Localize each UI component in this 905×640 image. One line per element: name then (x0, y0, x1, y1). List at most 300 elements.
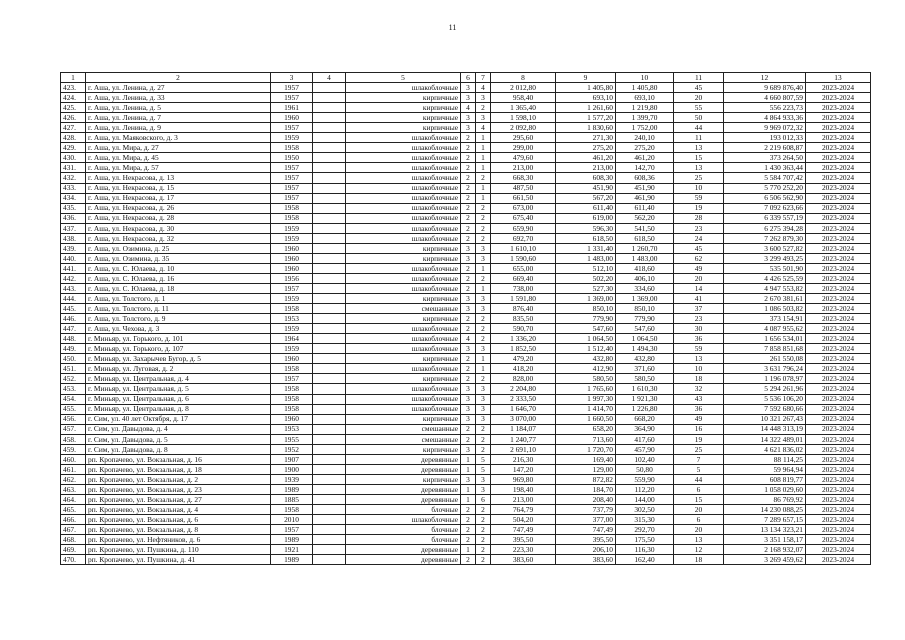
table-row (61, 364, 871, 374)
table-cell: 747,49 (556, 525, 616, 535)
table-cell: кирпичные (346, 93, 461, 103)
table-cell: 432,80 (616, 354, 674, 364)
table-cell: 2023-2024 (806, 334, 871, 344)
table-cell: 2023-2024 (806, 294, 871, 304)
table-cell: 2023-2024 (806, 93, 871, 103)
table-cell: 1960 (271, 243, 313, 253)
table-cell: 12 (674, 545, 724, 555)
table-cell: 461,20 (616, 153, 674, 163)
table-cell: 7 262 879,30 (724, 233, 806, 243)
table-cell: 19 (674, 203, 724, 213)
table-cell: 1 720,70 (556, 444, 616, 454)
table-row (61, 334, 871, 344)
table-cell: 1957 (271, 163, 313, 173)
table-cell: 32 (674, 384, 724, 394)
table-cell: 2 (476, 324, 491, 334)
table-cell: 2 168 932,07 (724, 545, 806, 555)
table-cell: 451,90 (556, 183, 616, 193)
table-cell (313, 163, 346, 173)
table-row (61, 294, 871, 304)
table-cell: 1957 (271, 123, 313, 133)
table-cell: 1 064,50 (616, 334, 674, 344)
table-cell: 6 (476, 494, 491, 504)
table-cell: 512,10 (556, 263, 616, 273)
table-cell: 4 947 553,82 (724, 283, 806, 293)
table-cell: 1957 (271, 374, 313, 384)
table-cell: 469. (61, 545, 86, 555)
table-cell: 10 (674, 364, 724, 374)
table-cell: 383,60 (491, 555, 556, 565)
table-cell: 580,50 (556, 374, 616, 384)
table-cell (313, 394, 346, 404)
table-cell: 2023-2024 (806, 193, 871, 203)
table-cell: 1 921,30 (616, 394, 674, 404)
table-cell (313, 555, 346, 565)
table-row (61, 273, 871, 283)
table-cell: г. Миньяр, ул. Центральная, д. 6 (86, 394, 271, 404)
table-cell: шлакоблочные (346, 515, 461, 525)
table-cell: 292,70 (616, 525, 674, 535)
table-cell: 2 (461, 273, 476, 283)
table-cell: 468. (61, 535, 86, 545)
table-row (61, 394, 871, 404)
table-cell: кирпичные (346, 253, 461, 263)
table-cell: 50 (674, 113, 724, 123)
table-cell: 144,00 (616, 494, 674, 504)
table-cell: 3 (461, 123, 476, 133)
table-cell: 2023-2024 (806, 253, 871, 263)
table-cell: 1958 (271, 364, 313, 374)
table-cell (313, 424, 346, 434)
table-row (61, 354, 871, 364)
table-cell: г. Аша, ул. С. Юлаева, д. 10 (86, 263, 271, 273)
table-cell: г. Миньяр, ул. Луговая, д. 2 (86, 364, 271, 374)
table-cell: г. Аша, ул. Некрасова, д. 32 (86, 233, 271, 243)
table-cell: 431. (61, 163, 86, 173)
table-cell: 2 (476, 314, 491, 324)
table-cell (313, 213, 346, 223)
table-cell: 1 058 029,60 (724, 484, 806, 494)
table-cell: 373 264,50 (724, 153, 806, 163)
table-cell (313, 434, 346, 444)
table-cell: 299,00 (491, 143, 556, 153)
table-cell: 206,10 (556, 545, 616, 555)
table-cell: рп. Кропачево, ул. Вокзальная, д. 23 (86, 484, 271, 494)
table-cell: 466. (61, 515, 86, 525)
table-cell: 2 333,50 (491, 394, 556, 404)
table-cell: 395,50 (556, 535, 616, 545)
table-cell: 850,10 (556, 304, 616, 314)
table-cell: блочные (346, 535, 461, 545)
table-cell: 1921 (271, 545, 313, 555)
table-cell: 596,30 (556, 223, 616, 233)
table-cell: 1 646,70 (491, 404, 556, 414)
table-cell: 1959 (271, 294, 313, 304)
table-cell: 2 (461, 535, 476, 545)
table-cell: 2 (476, 233, 491, 243)
table-cell: 23 (674, 223, 724, 233)
table-cell: 2023-2024 (806, 404, 871, 414)
table-cell: деревянные (346, 464, 461, 474)
table-cell: 1 219,80 (616, 103, 674, 113)
table-cell (313, 143, 346, 153)
table-row (61, 314, 871, 324)
table-cell: 1958 (271, 143, 313, 153)
table-cell: 43 (674, 394, 724, 404)
table-cell: 457. (61, 424, 86, 434)
table-cell: 2 (461, 424, 476, 434)
table-row (61, 93, 871, 103)
table-cell: 1959 (271, 133, 313, 143)
table-cell: 216,30 (491, 454, 556, 464)
table-cell: 24 (674, 233, 724, 243)
table-cell: 13 (674, 143, 724, 153)
table-cell: г. Аша, ул. Толстого, д. 11 (86, 304, 271, 314)
table-cell: 1959 (271, 223, 313, 233)
table-cell: 5 294 261,96 (724, 384, 806, 394)
table-cell: рп. Кропачево, ул. Вокзальная, д. 2 (86, 474, 271, 484)
table-cell: 547,60 (616, 324, 674, 334)
table-cell: 13 134 323,21 (724, 525, 806, 535)
table-cell: 2023-2024 (806, 364, 871, 374)
table-row (61, 324, 871, 334)
table-cell: 2 (461, 133, 476, 143)
table-cell: 465. (61, 505, 86, 515)
table-cell: 30 (674, 324, 724, 334)
table-cell: 1 660,50 (556, 414, 616, 424)
table-cell: блочные (346, 505, 461, 515)
table-cell: г. Аша, ул. Чехова, д. 3 (86, 324, 271, 334)
table-cell: 1 369,00 (556, 294, 616, 304)
table-row (61, 193, 871, 203)
table-cell: 13 (674, 354, 724, 364)
table-cell: 59 (674, 193, 724, 203)
table-cell: 1957 (271, 93, 313, 103)
table-cell: 175,50 (616, 535, 674, 545)
table-cell: 2 (461, 163, 476, 173)
table-cell: 4 (476, 83, 491, 93)
table-row (61, 113, 871, 123)
table-cell: 958,40 (491, 93, 556, 103)
table-cell: 737,79 (556, 505, 616, 515)
table-cell (313, 444, 346, 454)
table-cell: 15 (674, 153, 724, 163)
table-cell: 442. (61, 273, 86, 283)
table-cell: 1989 (271, 555, 313, 565)
table-cell: 1958 (271, 384, 313, 394)
table-cell: 184,70 (556, 484, 616, 494)
table-cell: 2023-2024 (806, 183, 871, 193)
table-cell: 850,10 (616, 304, 674, 314)
table-cell: 1 240,77 (491, 434, 556, 444)
table-cell: 1 086 503,82 (724, 304, 806, 314)
table-cell: 1 (461, 464, 476, 474)
table-cell: кирпичные (346, 113, 461, 123)
table-cell: деревянные (346, 545, 461, 555)
table-cell: 162,40 (616, 555, 674, 565)
table-cell: шлакоблочные (346, 334, 461, 344)
table-cell: 213,00 (491, 494, 556, 504)
table-cell: 5 584 707,42 (724, 173, 806, 183)
table-cell: 580,50 (616, 374, 674, 384)
table-cell: 20 (674, 525, 724, 535)
table-row (61, 555, 871, 565)
table-cell: 619,00 (556, 213, 616, 223)
table-cell: 659,90 (491, 223, 556, 233)
table-cell: г. Аша, ул. Ленина, д. 33 (86, 93, 271, 103)
table-cell: 395,50 (491, 535, 556, 545)
table-cell: 3 (476, 404, 491, 414)
table-cell: 423. (61, 83, 86, 93)
table-cell (313, 153, 346, 163)
table-cell: 1 405,80 (616, 83, 674, 93)
table-cell: 1989 (271, 535, 313, 545)
table-cell: рп. Кропачево, ул. Пушкина, д. 110 (86, 545, 271, 555)
table-cell: 1885 (271, 494, 313, 504)
table-cell: г. Аша, ул. Некрасова, д. 13 (86, 173, 271, 183)
table-cell: шлакоблочные (346, 183, 461, 193)
table-cell: 2 (476, 203, 491, 213)
table-row (61, 233, 871, 243)
table-cell: 433. (61, 183, 86, 193)
table-cell: 14 322 489,01 (724, 434, 806, 444)
table-cell: 1 336,20 (491, 334, 556, 344)
table-cell: 2023-2024 (806, 494, 871, 504)
table-cell: 436. (61, 213, 86, 223)
table-cell: 460. (61, 454, 86, 464)
table-cell: кирпичные (346, 314, 461, 324)
table-cell: 86 769,92 (724, 494, 806, 504)
table-cell: 2023-2024 (806, 273, 871, 283)
table-cell: 1939 (271, 474, 313, 484)
table-cell: г. Аша, ул. Ленина, д. 5 (86, 103, 271, 113)
table-cell (313, 374, 346, 384)
table-cell: 1 852,50 (491, 344, 556, 354)
table-cell: 1958 (271, 505, 313, 515)
table-cell: 2023-2024 (806, 484, 871, 494)
table-cell: 1957 (271, 193, 313, 203)
table-cell: 2 (461, 183, 476, 193)
table-cell: 673,00 (491, 203, 556, 213)
column-header: 11 (674, 73, 724, 83)
table-cell: 828,00 (491, 374, 556, 384)
table-cell: шлакоблочные (346, 404, 461, 414)
table-cell: 2023-2024 (806, 324, 871, 334)
table-row (61, 505, 871, 515)
table-row (61, 203, 871, 213)
table-cell: 1989 (271, 484, 313, 494)
table-cell: 169,40 (556, 454, 616, 464)
table-cell: 2 (461, 434, 476, 444)
table-cell: г. Аша, ул. Ленина, д. 7 (86, 113, 271, 123)
table-row (61, 384, 871, 394)
table-cell: 383,60 (556, 555, 616, 565)
table-cell (313, 283, 346, 293)
table-cell: 2023-2024 (806, 454, 871, 464)
table-cell: 2 (476, 434, 491, 444)
table-cell: 1960 (271, 354, 313, 364)
table-cell (313, 354, 346, 364)
table-cell: 658,20 (556, 424, 616, 434)
table-cell: 1 (476, 163, 491, 173)
table-cell: 1957 (271, 283, 313, 293)
table-cell: шлакоблочные (346, 213, 461, 223)
table-cell: 1950 (271, 153, 313, 163)
table-cell: 779,90 (556, 314, 616, 324)
table-cell: 479,20 (491, 354, 556, 364)
table-cell: 2 (461, 223, 476, 233)
table-cell: 2 (476, 334, 491, 344)
table-cell: 2 012,80 (491, 83, 556, 93)
table-cell: 713,60 (556, 434, 616, 444)
table-cell: рп. Кропачево, ул. Нефтяников, д. 6 (86, 535, 271, 545)
table-cell (313, 113, 346, 123)
table-cell: 452. (61, 374, 86, 384)
table-cell: 19 (674, 434, 724, 444)
table-cell: 5 (476, 464, 491, 474)
table-cell: 458. (61, 434, 86, 444)
table-cell: деревянные (346, 494, 461, 504)
table-cell: 2 (461, 314, 476, 324)
table-cell: 459. (61, 444, 86, 454)
table-cell: 3 070,00 (491, 414, 556, 424)
table-cell: 49 (674, 263, 724, 273)
table-cell: 3 (461, 243, 476, 253)
table-cell: г. Аша, ул. Толстого, д. 9 (86, 314, 271, 324)
table-cell: 502,20 (556, 273, 616, 283)
table-cell (313, 314, 346, 324)
column-header: 4 (313, 73, 346, 83)
table-row (61, 243, 871, 253)
table-cell: 608,36 (616, 173, 674, 183)
table-row (61, 414, 871, 424)
table-row (61, 404, 871, 414)
table-cell: 1 (476, 354, 491, 364)
table-cell: 1 483,00 (556, 253, 616, 263)
table-cell: 9 689 876,40 (724, 83, 806, 93)
table-cell: кирпичные (346, 123, 461, 133)
table-cell: шлакоблочные (346, 193, 461, 203)
table-cell: шлакоблочные (346, 173, 461, 183)
table-cell: 2 (476, 505, 491, 515)
table-row (61, 213, 871, 223)
table-cell: шлакоблочные (346, 263, 461, 273)
table-cell: 1 261,60 (556, 103, 616, 113)
table-cell: 28 (674, 213, 724, 223)
table-cell: 449. (61, 344, 86, 354)
table-cell: 535 501,90 (724, 263, 806, 273)
table-row (61, 515, 871, 525)
table-cell: 59 964,94 (724, 464, 806, 474)
table-cell: 1952 (271, 444, 313, 454)
table-cell: 147,20 (491, 464, 556, 474)
table-cell: 1 656 534,01 (724, 334, 806, 344)
table-cell: 3 (476, 414, 491, 424)
table-cell: 428. (61, 133, 86, 143)
table-cell: 7 858 851,68 (724, 344, 806, 354)
table-cell: 4 087 955,62 (724, 324, 806, 334)
table-cell (313, 515, 346, 525)
table-row (61, 183, 871, 193)
table-cell: 13 (674, 163, 724, 173)
table-cell: блочные (346, 525, 461, 535)
table-cell: 464. (61, 494, 86, 504)
table-cell: 14 230 088,25 (724, 505, 806, 515)
table-cell: 618,50 (616, 233, 674, 243)
table-cell: 2 (476, 424, 491, 434)
table-cell: 1959 (271, 324, 313, 334)
table-cell: 2 (476, 213, 491, 223)
table-cell: 618,50 (556, 233, 616, 243)
table-cell: 438. (61, 233, 86, 243)
table-cell: 1 591,80 (491, 294, 556, 304)
table-cell: 45 (674, 83, 724, 93)
table-cell: 37 (674, 304, 724, 314)
column-header: 9 (556, 73, 616, 83)
table-cell: 2 (461, 505, 476, 515)
table-cell: г. Аша, ул. С. Юлаева, д. 18 (86, 283, 271, 293)
table-cell: 1 590,60 (491, 253, 556, 263)
table-cell (313, 484, 346, 494)
table-cell (313, 324, 346, 334)
table-row (61, 283, 871, 293)
table-cell: 4 (476, 123, 491, 133)
column-header: 5 (346, 73, 461, 83)
table-cell: 1957 (271, 173, 313, 183)
table-row (61, 223, 871, 233)
table-cell (313, 525, 346, 535)
table-row (61, 484, 871, 494)
table-cell: 1 414,70 (556, 404, 616, 414)
table-cell: 2 204,80 (491, 384, 556, 394)
table-cell (313, 273, 346, 283)
table-cell: 1958 (271, 394, 313, 404)
table-cell: кирпичные (346, 294, 461, 304)
table-cell: г. Миньяр, ул. Центральная, д. 4 (86, 374, 271, 384)
table-cell: 2 (476, 535, 491, 545)
table-cell: 2023-2024 (806, 535, 871, 545)
table-cell: рп. Кропачево, ул. Вокзальная, д. 8 (86, 525, 271, 535)
table-cell: 129,00 (556, 464, 616, 474)
table-cell: 5 536 106,20 (724, 394, 806, 404)
table-cell: 2 (476, 223, 491, 233)
table-cell: 3 351 158,17 (724, 535, 806, 545)
table-cell (313, 93, 346, 103)
table-cell (313, 83, 346, 93)
table-cell: 3 (476, 394, 491, 404)
table-cell (313, 414, 346, 424)
table-row (61, 133, 871, 143)
table-cell: г. Миньяр, ул. Центральная, д. 8 (86, 404, 271, 414)
table-cell (313, 243, 346, 253)
table-cell: 443. (61, 283, 86, 293)
table-cell: 6 506 562,90 (724, 193, 806, 203)
table-cell: г. Аша, ул. Некрасова, д. 28 (86, 213, 271, 223)
table-cell: 1 752,00 (616, 123, 674, 133)
table-cell: 440. (61, 253, 86, 263)
table-cell: 1900 (271, 464, 313, 474)
table-cell: 364,90 (616, 424, 674, 434)
table-row (61, 304, 871, 314)
table-cell: 461. (61, 464, 86, 474)
table-cell: 2023-2024 (806, 133, 871, 143)
table-cell: г. Сим, ул. 40 лет Октября, д. 17 (86, 414, 271, 424)
table-row (61, 494, 871, 504)
page-number: 11 (448, 23, 457, 32)
table-cell (313, 474, 346, 484)
table-cell: 2023-2024 (806, 344, 871, 354)
table-cell: 2 (461, 515, 476, 525)
